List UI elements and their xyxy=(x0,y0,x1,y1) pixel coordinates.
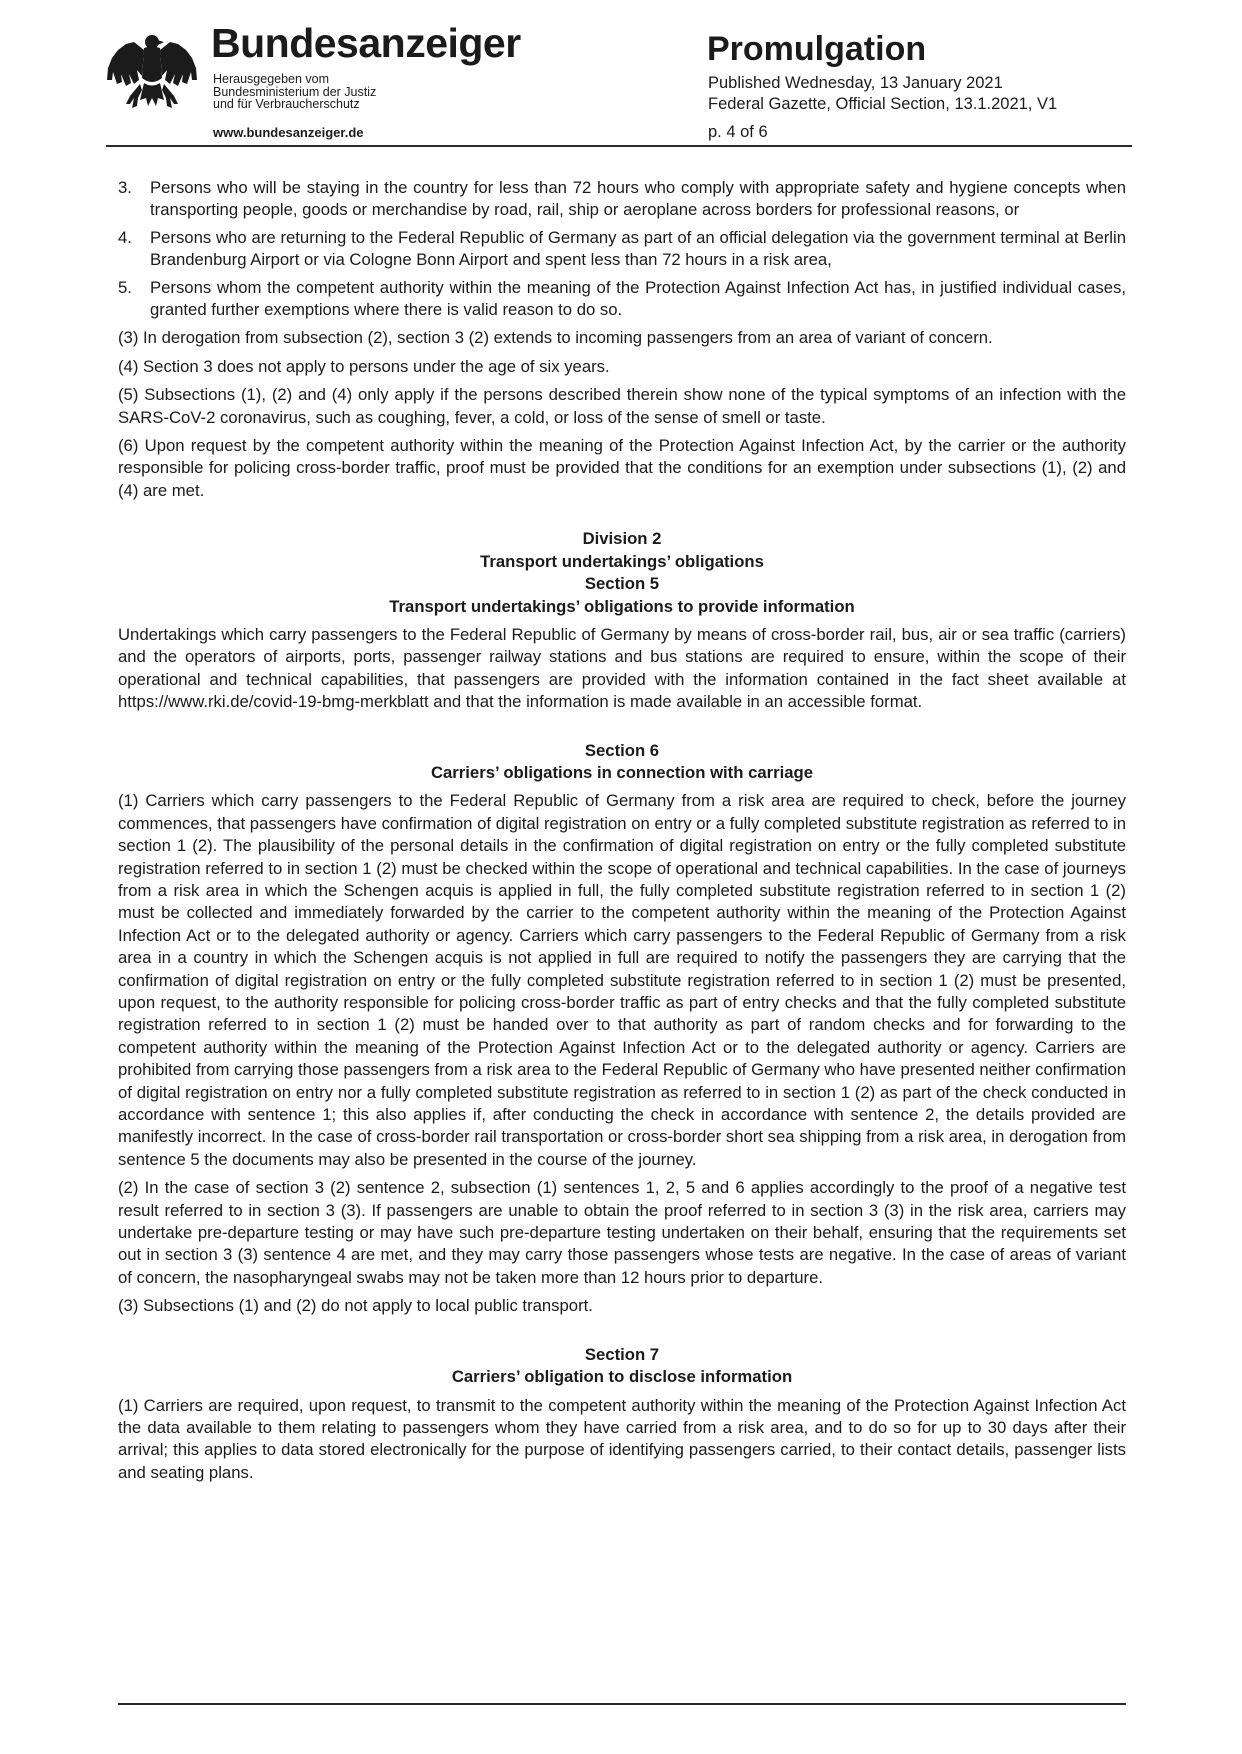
section-6-paragraph: (3) Subsections (1) and (2) do not apply to local public transport. xyxy=(118,1296,593,1316)
publication-date: Published Wednesday, 13 January 2021 xyxy=(708,74,1003,92)
list-item xyxy=(118,277,1126,322)
subsection-paragraph: (4) Section 3 does not apply to persons under the age of six years. xyxy=(118,356,610,376)
spacer xyxy=(118,508,1126,528)
document-body xyxy=(118,177,1126,1490)
brand-name: Bundesanzeiger xyxy=(211,20,521,66)
list-item-text: Persons who are returning to the Federal Republic of Germany as part of an official delegation via the government terminal at Berlin Brandenburg Airport or via Cologne Bonn Airport and spent less than 72 hours in a risk area, xyxy=(150,227,1126,270)
gazette-reference: Federal Gazette, Official Section, 13.1.2021, V1 xyxy=(708,95,1058,113)
document-type: Promulgation xyxy=(707,30,927,68)
list-item-number: 4. xyxy=(118,227,132,247)
section-7-paragraph: (1) Carriers are required, upon request, to transmit to the competent authority within the meaning of the Protection Against Infection Act the data available to them relating to passengers whom they have carried from a risk area, and to do so for up to 30 days after their arrival; this applies to data stored electronically for the purpose of identifying passengers carried, to their contact details, passenger lists and seating plans. xyxy=(118,1395,1126,1482)
list-item xyxy=(118,227,1126,272)
section-5-title: Transport undertakings’ obligations to provide information xyxy=(389,596,855,616)
list-item-number: 5. xyxy=(118,277,132,297)
publisher-line: Herausgegeben vom xyxy=(213,72,330,86)
section-5-paragraph: Undertakings which carry passengers to the Federal Republic of Germany by means of cross-border rail, bus, air or sea traffic (carriers) and the operators of airports, ports, passenger railway stations and bus stations are required to ensure, within the scope of their operational and technical capabilities, that passengers are provided with the information contained in the fact sheet available at https://www.rki.de/covid-19-bmg-merkblatt and that the information is made available in an accessible format. xyxy=(118,624,1126,712)
section-6-paragraph: (1) Carriers which carry passengers to the Federal Republic of Germany from a risk area are required to check, before the journey commences, that passengers have confirmation of digital registration on entry or a fully completed substitute registration as referred to in section 1 (2). The plausibility of the personal details in the confirmation of digital registration on entry or the fully completed substitute registration referred to in section 1 (2) must be checked within the scope of operational and technical capabilities. In the case of journeys from a risk area in which the Schengen acquis is applied in full, the fully completed substitute registration referred to in section 1 (2) must be collected and immediately forwarded by the carrier to the competent authority within the meaning of the Protection Against Infection Act or to the delegated authority or agency. Carriers which carry passengers to the Federal Republic of Germany from a risk area in a country in which the Schengen acquis is not applied in full are required to notify the passengers they are carrying that the confirmation of digital registration on entry or the fully completed substitute registration referred to in section 1 (2) must be presented, upon request, to the authority responsible for policing cross-border traffic as part of entry checks and that the fully completed substitute registration referred to in section 1 (2) must be handed over to that authority as part of random checks and for forwarding to the competent authority within the meaning of the Protection Against Infection Act or to the delegated authority or agency. Carriers are prohibited from carrying those passengers from a risk area to the Federal Republic of Germany who have presented neither confirmation of digital registration on entry nor a fully completed substitute registration as referred to in section 1 (2) as part of the check conducted in accordance with sentence 1; this also applies if, after conducting the check in accordance with sentence 2, the details provided are manifestly incorrect. In the case of cross-border rail transportation or cross-border short sea shipping from a risk area, in derogation from sentence 5 the documents may also be presented in the course of the journey. xyxy=(118,791,1126,1169)
section-6-label: Section 6 xyxy=(584,740,660,760)
page-number: p. 4 of 6 xyxy=(708,123,768,141)
subsection-paragraph: (6) Upon request by the competent authority within the meaning of the Protection Against Infection Act, by the carrier or the authority responsible for policing cross-border traffic, proof must be provided that the conditions for an exemption under subsections (1), (2) and (4) are met. xyxy=(118,436,1126,500)
website-link[interactable]: www.bundesanzeiger.de xyxy=(213,125,364,140)
federal-eagle-icon xyxy=(104,28,200,120)
list-item-text: Persons who will be staying in the country for less than 72 hours who comply with appropriate safety and hygiene concepts when transporting people, goods or merchandise by road, rail, ship or aeroplane across borders for professional reasons, or xyxy=(150,178,1126,220)
subsection-paragraph: (3) In derogation from subsection (2), section 3 (2) extends to incoming passengers from an area of variant of concern. xyxy=(118,328,993,348)
exemption-list xyxy=(118,177,1126,321)
list-item-text: Persons whom the competent authority within the meaning of the Protection Against Infection Act has, in justified individual cases, granted further exemptions where there is valid reason to do so. xyxy=(150,277,1126,320)
section-5-label: Section 5 xyxy=(584,574,660,594)
page-header xyxy=(0,0,1242,150)
section-7-title: Carriers’ obligation to disclose information xyxy=(451,1367,793,1387)
spacer xyxy=(118,1324,1126,1344)
list-item-number: 3. xyxy=(118,178,132,197)
publisher-info xyxy=(213,73,376,111)
section-7-label: Section 7 xyxy=(584,1344,660,1364)
footer-divider xyxy=(118,1703,1126,1705)
spacer xyxy=(118,720,1126,740)
division-title: Transport undertakings’ obligations xyxy=(480,551,764,571)
section-6-title: Carriers’ obligations in connection with carriage xyxy=(430,762,814,782)
subsection-paragraph: (5) Subsections (1), (2) and (4) only apply if the persons described therein show none of the typical symptoms of an infection with the SARS-CoV-2 coronavirus, such as coughing, fever, a cold, or loss of the sense of smell or taste. xyxy=(118,385,1126,427)
section-6-paragraph: (2) In the case of section 3 (2) sentence 2, subsection (1) sentences 1, 2, 5 and 6 applies accordingly to the proof of a negative test result referred to in section 3 (3). If passengers are unable to obtain the proof referred to in section 3 (3) in the risk area, carriers may undertake pre-departure testing or may have such pre-departure testing undertaken on their behalf, ensuring that the requirements set out in section 3 (3) sentence 4 are met, and they may carry those passengers whose tests are negative. In the case of areas of variant of concern, the nasopharyngeal swabs may not be taken more than 12 hours prior to departure. xyxy=(118,1178,1126,1287)
division-label: Division 2 xyxy=(582,529,662,549)
publisher-line: Bundesministerium der Justiz xyxy=(213,84,377,99)
header-divider xyxy=(106,145,1132,147)
list-item xyxy=(118,177,1126,222)
publisher-line: und für Verbraucherschutz xyxy=(213,97,360,111)
